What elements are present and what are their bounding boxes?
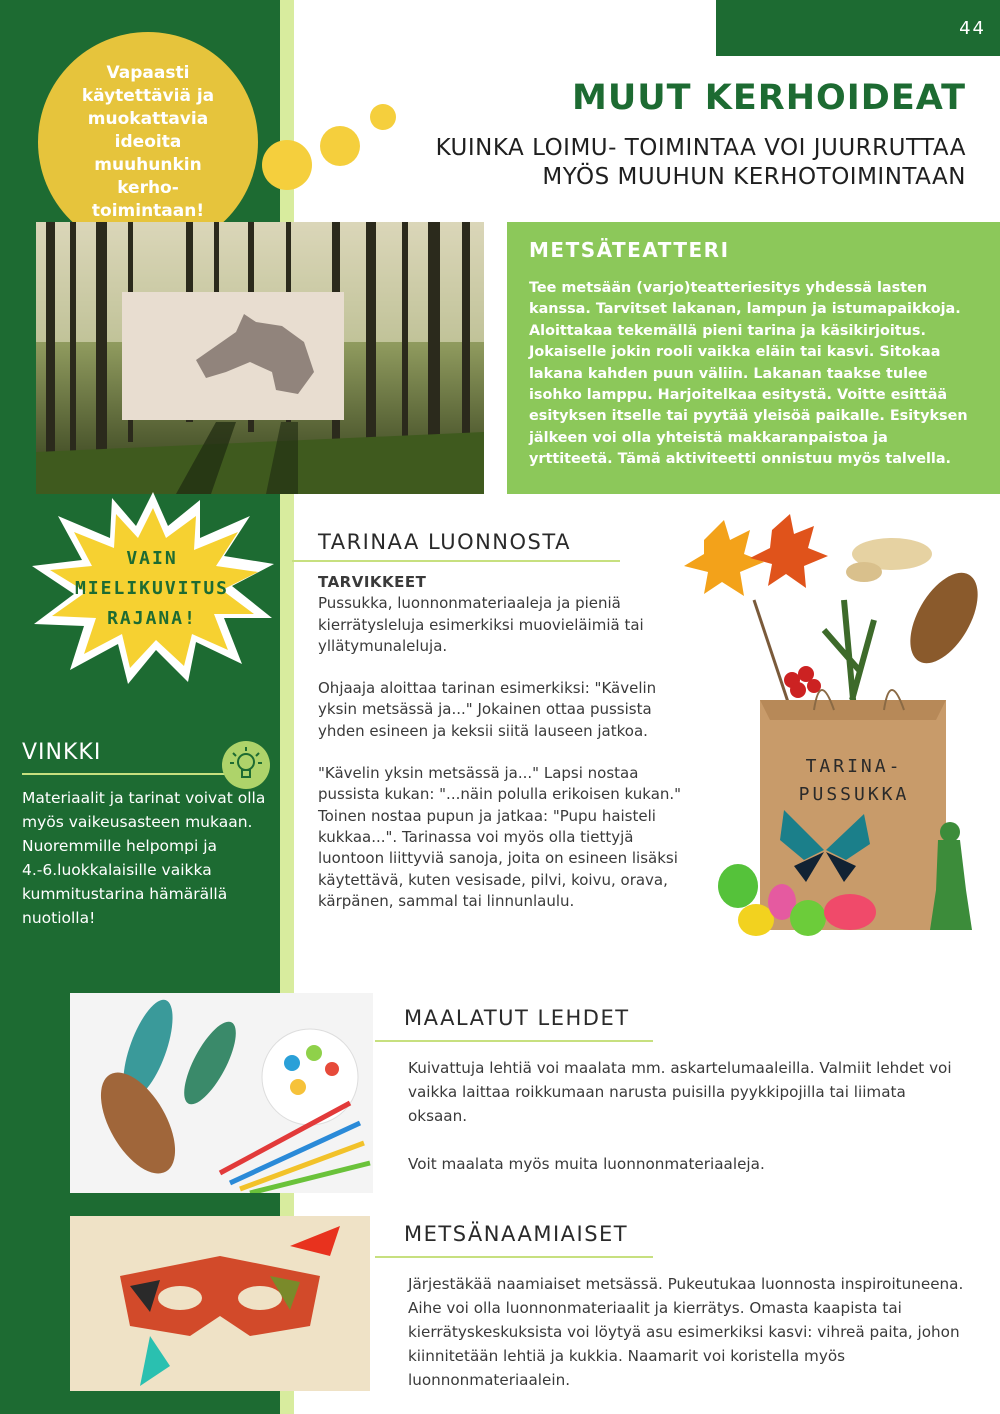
bag-label-2: PUSSUKKA <box>798 784 910 805</box>
tarvikkeet-heading: TARVIKKEET <box>318 573 427 591</box>
metsateatteri-body: Tee metsään (varjo)teatteriesitys yhdessä lasten kanssa. Tarvitset lakanan, lampun ja istumapaikkoja. Aloittakaa tekemällä pieni tarina ja käsikirjoitus. Jokaiselle jokin rooli vaikka eläin tai kasvi. Sitokaa lakana kahden puun väliin. Lakanan taakse tulee isohko lamppu. Harjoitelkaa esitystä. Voitte esittää esityksen itselle tai pyytää yleisöä paikalle. Esityksen jälkeen voi olla yhteistä makkaranpaistoa ja yrttiteetä. Tämä aktiviteetti onnistuu myös talvella. <box>529 280 968 468</box>
maalatut-paragraph: Voit maalata myös muita luonnonmateriaaleja. <box>408 1155 765 1173</box>
forest-shadow-theater-image <box>36 222 484 494</box>
tarinaa-paragraph: Pussukka, luonnonmateriaaleja ja pieniä kierrätysleluja esimerkiksi muovieläimiä tai yllätymunaleluja. <box>318 594 644 655</box>
starburst-line-1: VAIN <box>126 548 178 569</box>
badge-text: Vapaasti käytettäviä ja muokattavia ideoita muuhunkin kerho-toimintaan! <box>81 62 215 221</box>
tarinaa-paragraph: Ohjaaja aloittaa tarinan esimerkiksi: "Kävelin yksin metsässä ja..." Jokainen ottaa pussista yhden esineen ja keksii siitä lauseen jatkoa. <box>318 679 657 740</box>
starburst-line-2: MIELIKUVITUS <box>74 578 230 599</box>
starburst-text <box>52 544 252 634</box>
metsateatteri-box <box>507 222 1000 494</box>
mask-craft-image <box>70 1216 370 1391</box>
maalatut-body <box>408 1056 968 1176</box>
left-light-stripe <box>280 0 294 1414</box>
page-title: MUUT KERHOIDEAT <box>572 78 966 118</box>
tarinaa-body <box>318 572 688 912</box>
tarinaa-divider <box>292 560 620 562</box>
naamiaiset-heading: METSÄNAAMIAISET <box>404 1222 629 1246</box>
badge-circle <box>38 32 258 252</box>
vinkki-body: Materiaalit ja tarinat voivat olla myös vaikeusasteen mukaan. Nuoremmille helpompi ja 4.-6.luokkalaisille vaikka kummitustarina hämärällä nuotiolla! <box>22 789 266 927</box>
story-bag-illustration <box>674 510 1000 950</box>
vinkki-heading: VINKKI <box>22 740 102 765</box>
page-subtitle: KUINKA LOIMU- TOIMINTAA VOI JUURRUTTAA MYÖS MUUHUN KERHOTOIMINTAAN <box>435 135 966 190</box>
tarinaa-heading: TARINAA LUONNOSTA <box>318 530 571 554</box>
maalatut-paragraph: Kuivattuja lehtiä voi maalata mm. askartelumaaleilla. Valmiit lehdet voi vaikka laittaa roikkumaan narusta puisilla pyykkipojilla tai liimata oksaan. <box>408 1059 952 1125</box>
decor-dot <box>262 140 312 190</box>
naamiaiset-body: Järjestäkää naamiaiset metsässä. Pukeutukaa luonnosta inspiroituneena. Aihe voi olla luonnonmateriaalit ja kierrätys. Omasta kaapista tai kierrätyskeskuksista voi löytyä asu esimerkiksi kasvi: vihreä paita, johon kiinnitetään lehtiä ja kukkia. Naamarit voi koristella myös luonnonmateriaalein. <box>408 1275 964 1389</box>
vinkki-divider <box>22 773 228 775</box>
maalatut-divider <box>375 1040 653 1042</box>
page-number: 44 <box>959 18 986 39</box>
page-number-box <box>716 0 1000 56</box>
lightbulb-icon <box>222 741 270 789</box>
maalatut-heading: MAALATUT LEHDET <box>404 1006 630 1030</box>
metsateatteri-heading: METSÄTEATTERI <box>529 238 730 262</box>
decor-dot <box>320 126 360 166</box>
painted-leaves-image <box>70 993 373 1193</box>
tarinaa-paragraph: "Kävelin yksin metsässä ja..." Lapsi nostaa pussista kukan: "...näin polulla erikoisen kukan." Toinen nostaa pupun ja jatkaa: "Pupu haisteli kukkaa...". Tarinassa voi myös olla tiettyjä luontoon liittyviä sanoja, joita on esineen lisäksi käytettävä, kuten vesisade, pilvi, koivu, orava, kärpänen, sammal tai linnunlaulu. <box>318 764 682 910</box>
decor-dot <box>370 104 396 130</box>
bag-label-1: TARINA- <box>805 756 903 777</box>
naamiaiset-divider <box>375 1256 653 1258</box>
starburst-line-3: RAJANA! <box>107 608 197 629</box>
